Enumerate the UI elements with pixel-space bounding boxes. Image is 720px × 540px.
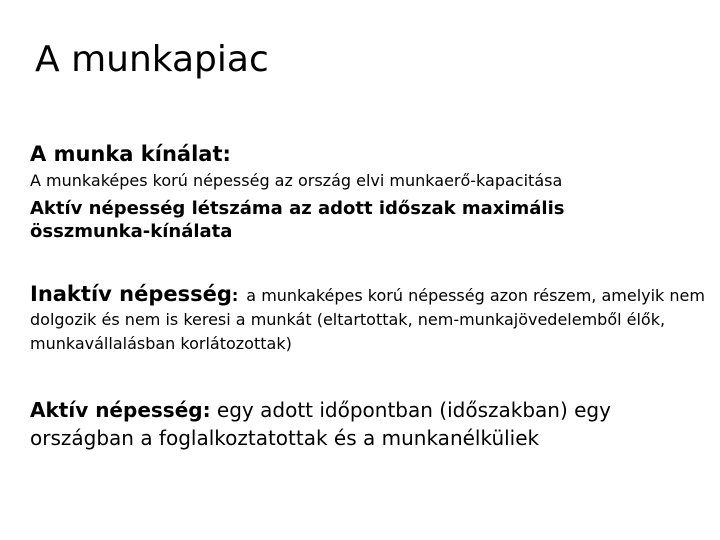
- labor-supply-heading: A munka kínálat:: [30, 142, 231, 166]
- inactive-population-paragraph: [30, 282, 718, 356]
- inactive-population-term: Inaktív népesség: [30, 282, 232, 306]
- active-population-text: egy adott időpontban (időszakban) egy országban a foglalkoztatottak és a munkanélküliek: [30, 398, 611, 450]
- active-population-term: Aktív népesség:: [30, 398, 211, 422]
- labor-supply-definition: A munkaképes korú népesség az ország elvi munkaerő-kapacitása: [30, 171, 563, 190]
- active-population-max-supply: Aktív népesség létszáma az adott időszak maximális összmunka-kínálata: [30, 198, 565, 242]
- slide-title: A munkapiac: [35, 39, 269, 80]
- inactive-separator: :: [231, 286, 239, 305]
- inactive-population-text: a munkaképes korú népesség azon részem, amelyik nem dolgozik és nem is keresi a munkát (eltartottak, nem-munkajövedelemből élők, munkavállalásban korlátozottak): [30, 286, 705, 353]
- active-population-paragraph: [30, 396, 680, 452]
